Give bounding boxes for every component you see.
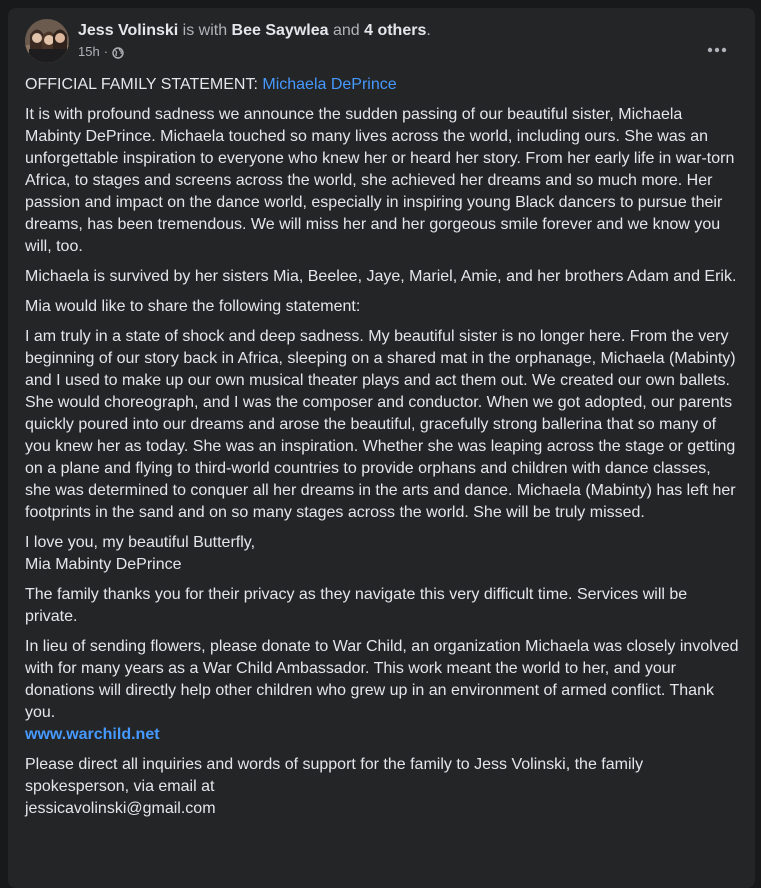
post-meta (78, 43, 124, 61)
meta-separator: · (103, 44, 109, 59)
paragraph-4: I am truly in a state of shock and deep sadness. My beautiful sister is no longer here. From the very beginning of our story back in Africa, sleeping on a shared mat in the orphanage, Michaela (Mabinty) and I used to make up our own musical theater plays and act them out. We created our own ballets. She would choreograph, and I was the composer and conductor. When we got adopted, our parents quickly poured into our dreams and arose the beautiful, gracefully strong ballerina that so many of you knew her as today. She was an inspiration. Whether she was leaping across the stage or getting on a plane and flying to third-world countries to provide orphans and children with dance classes, she was determined to conquer all her dreams in the arts and dance. Michaela (Mabinty) has left her footprints in the sand and on so many stages across the world. She will be truly missed. (25, 328, 736, 521)
more-options-button[interactable] (705, 38, 729, 62)
paragraph-8 (25, 754, 740, 820)
paragraph-5 (25, 532, 740, 576)
warchild-link[interactable]: www.warchild.net (25, 726, 160, 743)
author-line-period: . (426, 22, 431, 39)
and-text: and (328, 22, 365, 39)
more-options-icon (707, 47, 727, 53)
paragraph-8-text: Please direct all inquiries and words of support for the family to Jess Volinski, the family spokesperson, via email at (25, 756, 644, 795)
post-card (8, 8, 755, 888)
paragraph-7-text: In lieu of sending flowers, please donate to War Child, an organization Michaela was closely involved with for many years as a War Child Ambassador. This work meant the world to her, and your donations will directly help other children who grew up in an environment of armed conflict. Thank you. (25, 638, 739, 721)
post-timestamp[interactable]: 15h (78, 44, 100, 59)
paragraph-6: The family thanks you for their privacy as they navigate this very difficult time. Services will be private. (25, 586, 688, 625)
statement-prefix: OFFICIAL FAMILY STATEMENT: (25, 76, 263, 93)
globe-icon[interactable] (112, 46, 124, 58)
paragraph-7 (25, 636, 740, 746)
with-text: is with (178, 22, 232, 39)
statement-heading (25, 74, 740, 96)
paragraph-2: Michaela is survived by her sisters Mia, Beelee, Jaye, Mariel, Amie, and her brothers Adam and Erik. (25, 268, 737, 285)
contact-email: jessicavolinski@gmail.com (25, 800, 216, 817)
author-line (78, 21, 431, 41)
tagged-others-link[interactable]: 4 others (364, 22, 427, 39)
post-body (25, 74, 740, 828)
signoff-line-1: I love you, my beautiful Butterfly, (25, 534, 256, 551)
paragraph-3: Mia would like to share the following statement: (25, 298, 361, 315)
tagged-name[interactable]: Bee Saywlea (231, 22, 329, 39)
signoff-line-2: Mia Mabinty DePrince (25, 556, 182, 573)
avatar[interactable] (25, 19, 69, 63)
author-name[interactable]: Jess Volinski (78, 22, 179, 39)
post-header (25, 19, 755, 69)
michaela-deprince-link[interactable]: Michaela DePrince (262, 76, 397, 93)
paragraph-1: It is with profound sadness we announce the sudden passing of our beautiful sister, Michaela Mabinty DePrince. Michaela touched so many lives across the world, including ours. She was an unforgettable inspiration to everyone who knew her or heard her story. From her early life in war-torn Africa, to stages and screens across the world, she achieved her dreams and so much more. Her passion and impact on the dance world, especially in inspiring young Black dancers to pursue their dreams, has been tremendous. We will miss her and her gorgeous smile forever and we know you will, too. (25, 106, 735, 255)
